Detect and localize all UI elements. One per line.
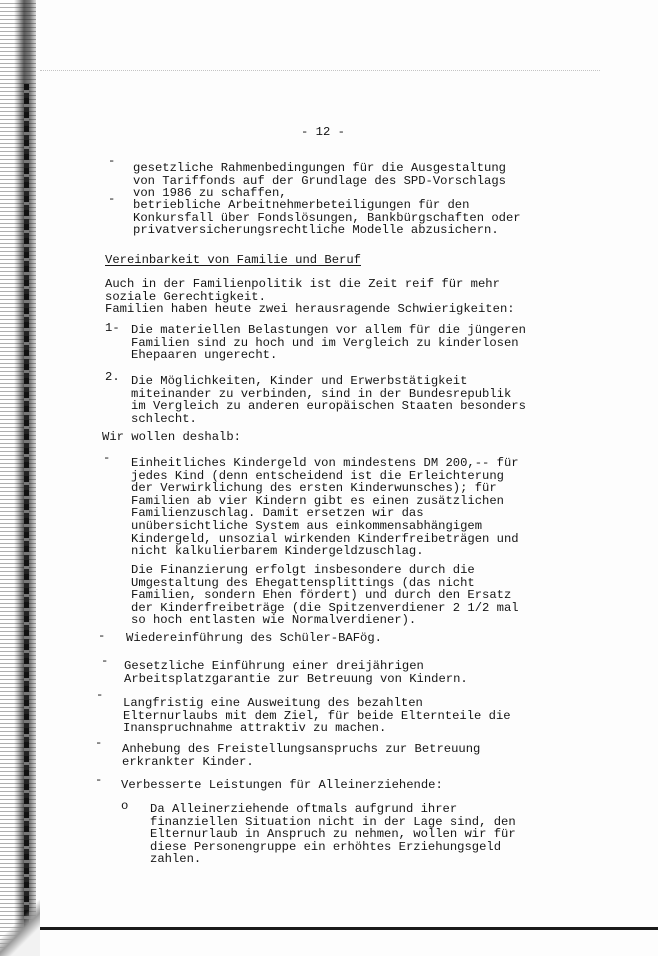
bullet-marker: - <box>108 154 116 168</box>
scan-edge-bottom <box>28 927 658 930</box>
scan-edge-top <box>40 70 600 81</box>
numbered-marker: 2. <box>105 370 120 384</box>
bullet-item-bafoeg: Wiedereinführung des Schüler-BAFög. <box>126 631 382 645</box>
kindergeld-financing-paragraph: Die Finanzierung erfolgt insbesondere durch die Umgestaltung des Ehegattensplittings (das nicht Familien, sondern Ehen fördert) und durch den Ersatz der Kinderfreibeträge (die Spitzenverdiener 2 1/2 mal so hoch entlasten wie Normalverdiener). <box>131 563 519 628</box>
bullet-item-elternurlaub: Langfristig eine Ausweitung des bezahlten Elternurlaubs mit dem Ziel, für beide Elternteile die Inanspruchnahme attraktiv zu machen. <box>123 696 511 736</box>
bullet-marker: - <box>95 773 103 787</box>
scan-corner-shadow <box>0 900 40 956</box>
sub-item-marker: o <box>121 799 129 813</box>
bullet-item-tariffonds: gesetzliche Rahmenbedingungen für die Ausgestaltung von Tariffonds auf der Grundlage des SPD-Vorschlags von 1986 zu schaffen, <box>133 161 506 201</box>
section-heading: Vereinbarkeit von Familie und Beruf <box>105 253 361 267</box>
bullet-item-alleinerziehende: Verbesserte Leistungen für Alleinerziehende: <box>121 778 443 792</box>
wir-wollen-heading: Wir wollen deshalb: <box>102 430 241 444</box>
bullet-item-arbeitsplatzgarantie: Gesetzliche Einführung einer dreijährigen Arbeitsplatzgarantie zur Betreuung von Kindern. <box>124 659 468 686</box>
bullet-marker: - <box>98 629 106 643</box>
bullet-marker: - <box>103 451 111 465</box>
numbered-item-moeglichkeiten: Die Möglichkeiten, Kinder und Erwerbstätigkeit miteinander zu verbinden, sind in der Bundesrepublik im Vergleich zu anderen europäischen Staaten besonders schlecht. <box>131 374 526 426</box>
bullet-marker: - <box>101 654 109 668</box>
sub-item-erziehungsgeld: Da Alleinerziehende oftmals aufgrund ihrer finanziellen Situation nicht in der Lage sind, den Elternurlaub in Anspruch zu nehmen, wollen wir für diese Personengruppe ein erhöhtes Erziehungsgeld zahlen. <box>150 802 516 867</box>
bullet-item-freistellung: Anhebung des Freistellungsanspruchs zur Betreuung erkrankter Kinder. <box>122 742 481 769</box>
bullet-item-kindergeld: Einheitliches Kindergeld von mindestens DM 200,-- für jedes Kind (denn entscheidend ist die Erleichterung der Verwirklichung des ersten Kinderwunsches); für Familien ab vier Kindern gibt es einen zusätzlichen Familienzuschlag. Damit ersetzen wir das unübersichtliche System aus einkommensabhängigem Kindergeld, unsozial wirkenden Kinderfreibeträgen und nicht kalkulierbarem Kindergeldzuschlag. <box>131 456 519 559</box>
bullet-marker: - <box>95 736 103 750</box>
intro-paragraph: Auch in der Familienpolitik ist die Zeit reif für mehr soziale Gerechtigkeit. Familien haben heute zwei herausragende Schwierigkeiten: <box>105 277 515 317</box>
page-number: - 12 - <box>301 125 345 139</box>
numbered-marker: 1- <box>105 321 120 335</box>
bullet-marker: - <box>96 688 104 702</box>
bullet-marker: - <box>108 192 116 206</box>
bullet-item-arbeitnehmerbeteiligungen: betriebliche Arbeitnehmerbeteiligungen für den Konkursfall über Fondslösungen, Bankbürgschaften oder privatversicherungsrechtliche Modelle abzusichern. <box>133 198 521 238</box>
numbered-item-belastungen: Die materiellen Belastungen vor allem für die jüngeren Familien sind zu hoch und im Vergleich zu kinderlosen Ehepaaren ungerecht. <box>131 323 526 363</box>
scan-edge-left <box>0 0 36 956</box>
scan-edge-stripe <box>24 84 29 956</box>
